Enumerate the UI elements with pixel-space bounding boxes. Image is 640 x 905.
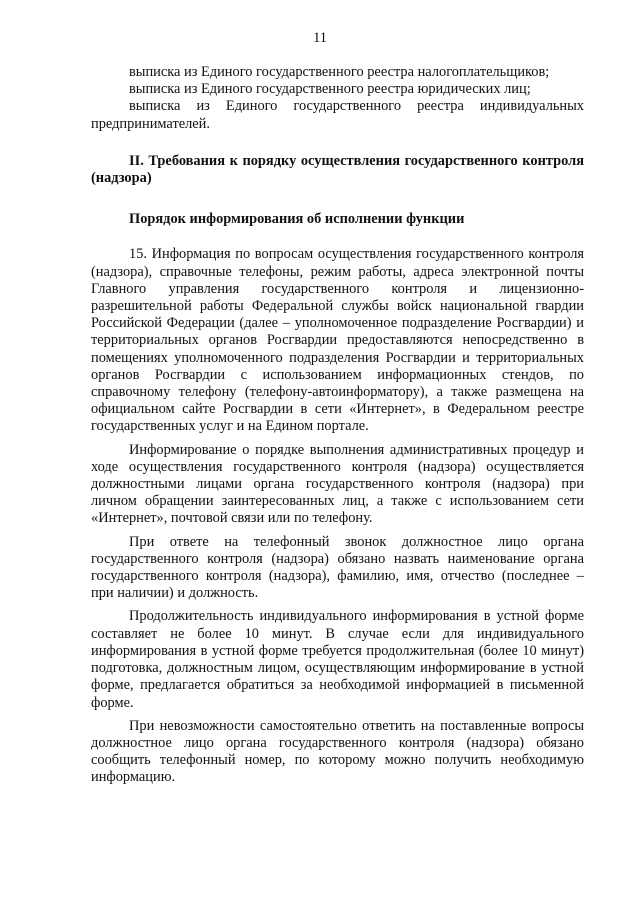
document-body (91, 64, 584, 793)
list-item-legal-entities-register: выписка из Единого государственного реестра юридических лиц; (129, 81, 531, 98)
page-number: 11 (313, 30, 327, 46)
paragraph-impossibility: При невозможности самостоятельно ответить на поставленные вопросы должностное лицо органа государственного контроля (надзора) обязано сообщить телефонный номер, по которому можно получить необходимую информацию. (91, 717, 584, 786)
list-item-entrepreneurs-register: выписка из Единого государственного реестра индивидуальных предпринимателей. (91, 98, 584, 132)
paragraph-duration: Продолжительность индивидуального информирования в устной форме составляет не более 10 минут. В случае если для индивидуального информирования в устной форме требуется продолжительная (более 10 минут) подготовка, должностным лицом, осуществляющим информирование в устной форме, предлагается обратиться за необходимой информацией в письменной форме. (91, 608, 584, 711)
list-item-tax-register: выписка из Единого государственного реестра налогоплательщиков; (129, 64, 550, 80)
paragraph-informing-procedures: Информирование о порядке выполнения административных процедур и ходе осуществления государственного контроля (надзора) осуществляется должностными лицами органа государственного контроля (надзора) при личном обращении заинтересованных лиц, а также с использованием сети «Интернет», почтовой связи или по телефону. (91, 441, 584, 527)
subheading: Порядок информирования об исполнении функции (129, 211, 465, 228)
paragraph-phone-answer: При ответе на телефонный звонок должностное лицо органа государственного контроля (надзора) обязано назвать наименование органа государственного контроля (надзора), фамилию, имя, отчество (последнее – при наличии) и должность. (91, 533, 584, 602)
paragraph-15: 15. Информация по вопросам осуществления государственного контроля (надзора), справочные телефоны, режим работы, адреса электронной почты Главного управления государственного контроля и лицензионно-разрешительной работы Федеральной службы войск национальной гвардии Российской Федерации (далее – уполномоченное подразделение Росгвардии) и территориальных органов Росгвардии предоставляются непосредственно в помещениях уполномоченного подразделения Росгвардии и территориальных органов Росгвардии с использованием информационных стендов, по справочному телефону (телефону-автоинформатору), а также размещена на официальном сайте Росгвардии в сети «Интернет», в Федеральном реестре государственных услуг и на Едином портале. (91, 246, 584, 435)
section-heading: II. Требования к порядку осуществления государственного контроля (надзора) (91, 152, 584, 187)
